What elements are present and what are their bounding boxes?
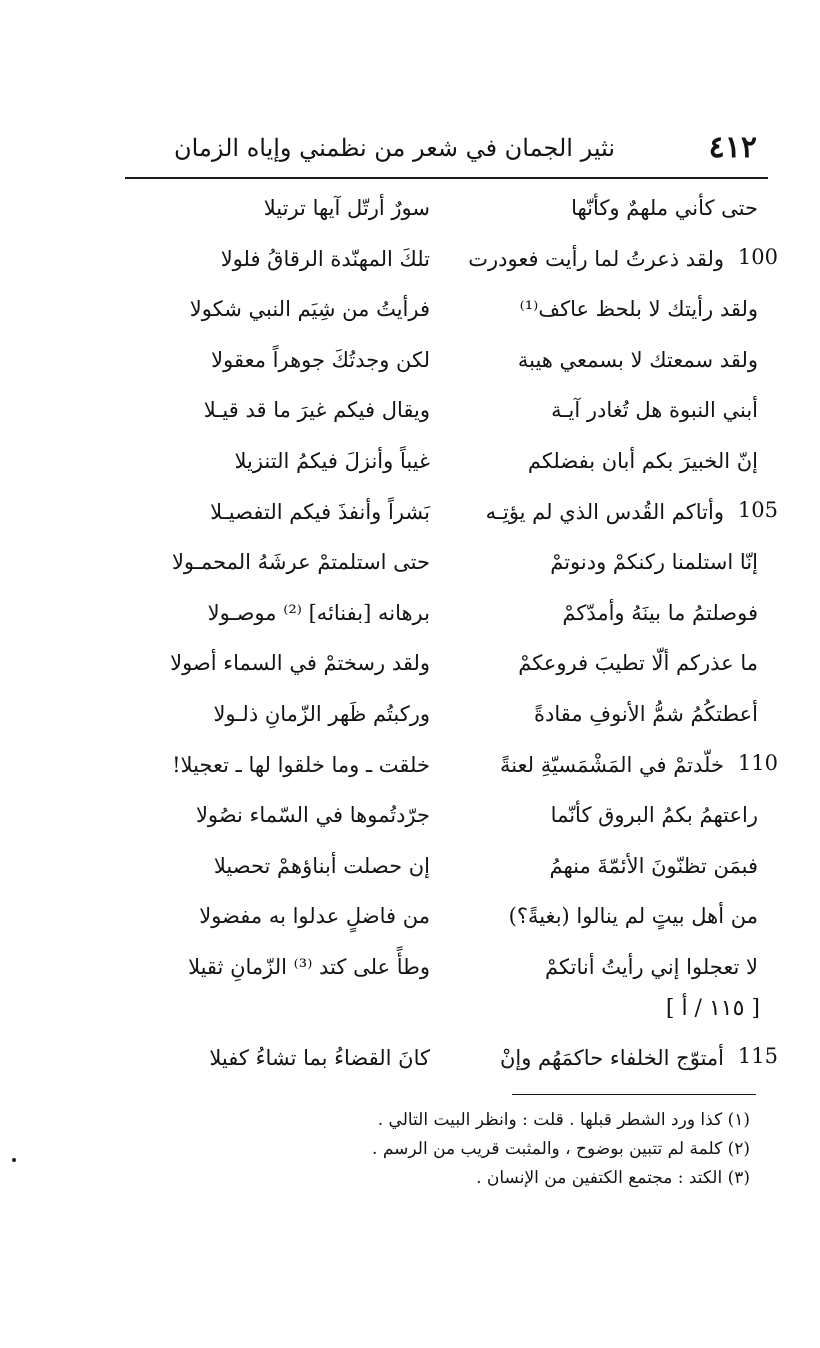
verse-second-hemistich: ولقد رسختمْ في السماء أصولا <box>170 651 430 676</box>
verse-first-hemistich: أمتوّج الخلفاء حاكمَهُم وإنْ <box>499 1045 724 1070</box>
verse-first-hemistich: إنّا استلمنا ركنكمْ ودنوتمْ <box>550 550 758 575</box>
verse <box>118 641 768 692</box>
verse-first-hemistich: أعطتكُمُ شمُّ الأنوفِ مقادةً <box>534 701 758 726</box>
verse-first-hemistich: حتى كأني ملهمٌ وكأنّها <box>571 196 758 220</box>
running-title: نثير الجمان في شعر من نظمني وإياه الزمان <box>174 134 615 162</box>
verse-number: 105 <box>737 497 778 522</box>
verse-first-hemistich: فبمَن تظنّونَ الأئمّةَ منهمُ <box>549 853 758 878</box>
verse-second-hemistich: من فاضلٍ عدلوا به مفضولا <box>199 904 430 929</box>
verse-second-hemistich: ويقال فيكم غيرَ ما قد قيـلا <box>203 398 430 423</box>
verse-second-hemistich: وطأً على كتد ⁽³⁾ الزّمانِ ثقيلا <box>188 954 430 979</box>
verse-first-hemistich: إنّ الخبيرَ بكم أبان بفضلكم <box>527 448 758 473</box>
verse-first-hemistich: لا تعجلوا إني رأيتُ أناتكمْ <box>545 954 758 979</box>
verse <box>118 793 768 844</box>
verse-first-hemistich: ولقد رأيتك لا بلحظ عاكف⁽¹⁾ <box>519 297 758 322</box>
verse-second-hemistich: لكن وجدتُكَ جوهراً معقولا <box>211 347 430 372</box>
verse <box>118 338 768 389</box>
verse-first-hemistich: ما عذركم ألّا تطيبَ فروعكمْ <box>518 651 758 676</box>
verse <box>118 743 778 794</box>
verse <box>118 388 768 439</box>
verse-first-hemistich: خلّدتمْ في المَشْمَسيّةِ لعنةً <box>499 752 724 777</box>
footnote: (٣) الكتد : مجتمع الكتفين من الإنسان . <box>476 1168 750 1188</box>
folio-marker-row <box>118 996 768 1036</box>
verse <box>118 844 768 895</box>
verse <box>118 186 768 237</box>
verse <box>118 1036 778 1087</box>
verse <box>118 490 778 541</box>
verse-first-hemistich: ولقد سمعتك لا بسمعي هيبة <box>517 347 758 372</box>
verse-first-hemistich: ولقد ذعرتُ لما رأيت فعودرت <box>468 246 724 271</box>
footnotes <box>300 1106 750 1193</box>
verse-number: 110 <box>737 750 778 775</box>
verse-second-hemistich: سورٌ أرتّل آيها ترتيلا <box>263 196 430 220</box>
verse-number: 115 <box>737 1043 778 1068</box>
verse-second-hemistich: تلكَ المهنّدة الرقاقُ فلولا <box>220 246 430 271</box>
verse-second-hemistich: حتى استلمتمْ عرشَهُ المحمـولا <box>171 550 430 575</box>
verse-first-hemistich: فوصلتمُ ما بينَهُ وأمدّكمْ <box>562 600 758 625</box>
verse-number: 100 <box>737 244 778 269</box>
footnote: (٢) كلمة لم تتبين بوضوح ، والمثبت قريب من الرسم . <box>372 1139 750 1159</box>
verse-second-hemistich: إن حصلت أبناؤهمْ تحصيلا <box>213 853 430 878</box>
verse <box>118 945 768 996</box>
verse <box>118 894 768 945</box>
verse <box>118 439 768 490</box>
verse <box>118 591 768 642</box>
poem <box>118 186 778 1086</box>
verse-first-hemistich: من أهل بيتٍ لم ينالوا (بغيةً؟) <box>508 904 758 929</box>
verse <box>118 692 768 743</box>
footnote: (١) كذا ورد الشطر قبلها . قلت : وانظر البيت التالي . <box>377 1110 750 1130</box>
verse <box>118 237 778 288</box>
verse-second-hemistich: برهانه [بفنائه] ⁽²⁾ موصـولا <box>207 600 430 625</box>
margin-dot <box>12 1158 16 1162</box>
header-rule <box>125 177 768 179</box>
folio-marker: [ ١١٥ / أ ] <box>665 995 760 1021</box>
page-number: ٤١٢ <box>708 130 757 165</box>
verse-first-hemistich: أبني النبوة هل تُغادر آيـة <box>551 398 758 423</box>
verse-first-hemistich: وأتاكم القُدس الذي لم يؤتِـه <box>485 499 724 524</box>
running-head <box>125 128 765 172</box>
verse-second-hemistich: وركبتُم ظَهر الزّمانِ ذلـولا <box>213 701 430 726</box>
verse-second-hemistich: خلقت ـ وما خلقوا لها ـ تعجيلا! <box>172 752 430 777</box>
verse-second-hemistich: فرأيتُ من شِيَم النبي شكولا <box>189 297 430 322</box>
verse-first-hemistich: راعتهمُ بكمُ البروق كأنّما <box>550 803 758 828</box>
verse <box>118 287 768 338</box>
footnote-rule <box>512 1094 756 1095</box>
verse <box>118 540 768 591</box>
verse-second-hemistich: غيباً وأنزلَ فيكمُ التنزيلا <box>234 448 430 473</box>
verse-second-hemistich: جرّدتُموها في السّماء نصُولا <box>195 803 430 828</box>
verse-second-hemistich: كانَ القضاءُ بما تشاءُ كفيلا <box>209 1045 430 1070</box>
verse-second-hemistich: بَشراً وأنفذَ فيكم التفصيـلا <box>210 499 430 524</box>
